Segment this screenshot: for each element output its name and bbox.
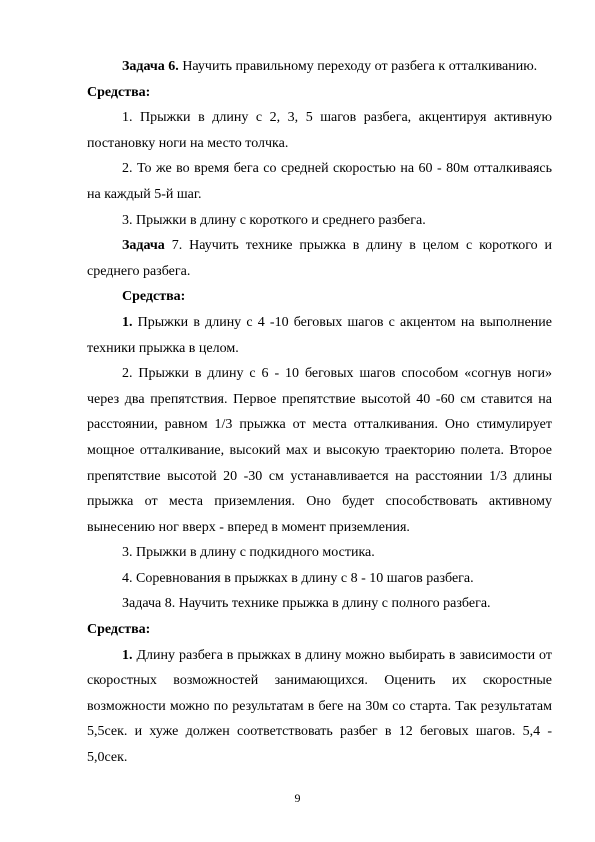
task7-text: 7. Научить технике прыжка в длину в целом с короткого и среднего разбега. xyxy=(87,238,552,279)
task8-item-1: 1. Длину разбега в прыжках в длину можно выбирать в зависимости от скоростных возможностей занимающихся. Оценить их скоростные возможности можно по результатам в беге на 30м со старта. Так результатам 5,5сек. и хуже должен соответствовать разбег в 12 беговых шагов. 5,4 - 5,0сек. xyxy=(87,647,552,766)
task8-heading: Задача 8. Научить технике прыжка в длину с полного разбега. xyxy=(122,596,491,612)
page-number: 9 xyxy=(294,791,301,805)
task7-item-2: 2. Прыжки в длину с 6 - 10 беговых шагов способом «согнув ноги» через два препятствия. Первое препятствие высотой 40 -60 см ставится на расстоянии, равном 1/3 прыжка от места отталкивания. Оно стимулирует мощное отталкивание, высокий мах и высокую траекторию полета. Второе препятствие высотой 20 -30 см устанавливается на расстоянии 1/3 длины прыжка от места приземления. Оно будет способствовать активному вынесению ног вверх - вперед в момент приземления. xyxy=(87,366,552,535)
task8-means: Средства: xyxy=(87,622,151,638)
task7-means: Средства: xyxy=(122,289,186,305)
task6-label: Задача 6. xyxy=(122,59,179,74)
task6-heading xyxy=(87,54,552,80)
document-page xyxy=(87,54,552,771)
task6-means: Средства: xyxy=(87,84,151,100)
task7-item-1: 1. Прыжки в длину с 4 -10 беговых шагов с акцентом на выполнение техники прыжка в целом. xyxy=(87,314,552,356)
task6-text: Научить правильному переходу от разбега к отталкиванию. xyxy=(178,59,538,74)
task6-item-3: 3. Прыжки в длину с короткого и среднего разбега. xyxy=(122,212,426,228)
task7-item-3: 3. Прыжки в длину с подкидного мостика. xyxy=(122,545,375,561)
task6-item-2: 2. То же во время бега со средней скоростью на 60 - 80м отталкиваясь на каждый 5-й шаг. xyxy=(87,161,552,202)
task7-label: Задача xyxy=(122,238,165,254)
task7-item-4: 4. Соревнования в прыжках в длину с 8 - 10 шагов разбега. xyxy=(122,570,474,586)
task6-item-1: 1. Прыжки в длину с 2, 3, 5 шагов разбега, акцентируя активную постановку ноги на место толчка. xyxy=(87,110,552,151)
task7-heading xyxy=(87,233,552,284)
